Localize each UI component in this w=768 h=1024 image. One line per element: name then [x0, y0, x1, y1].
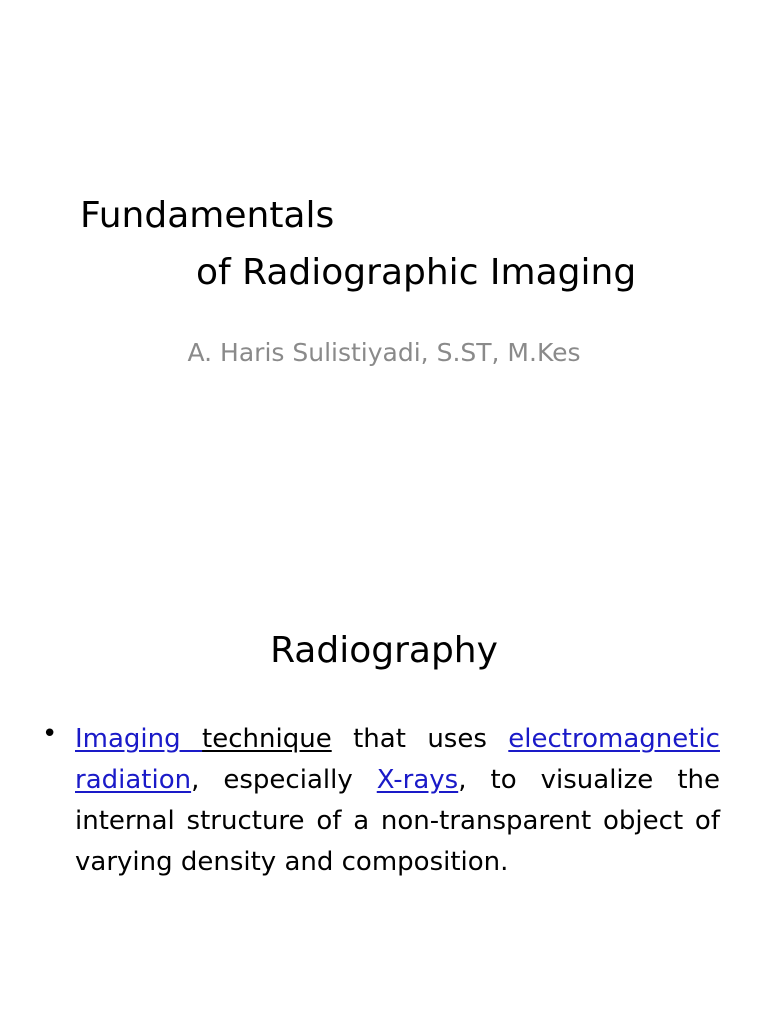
technique-text: technique [202, 724, 332, 754]
slide-heading: Radiography [270, 630, 498, 671]
title-line-2: of Radiographic Imaging [196, 252, 637, 293]
bullet-icon: • [42, 719, 58, 749]
content-slide [0, 512, 768, 1024]
title-line-1: Fundamentals [80, 195, 335, 236]
x-rays-link[interactable]: X-rays [376, 765, 459, 795]
paragraph-text-1: that uses [331, 724, 509, 754]
paragraph-text-3: , to visualize the internal structure of a non-transparent object of varying density and composition. [75, 765, 720, 877]
paragraph-text-2: , especially [191, 765, 377, 795]
bullet-paragraph [75, 719, 720, 883]
electromagnetic-radiation-link[interactable]: electromagnetic radiation [75, 724, 720, 795]
author-subtitle: A. Haris Sulistiyadi, S.ST, M.Kes [187, 338, 581, 367]
imaging-link[interactable]: Imaging [75, 724, 203, 754]
